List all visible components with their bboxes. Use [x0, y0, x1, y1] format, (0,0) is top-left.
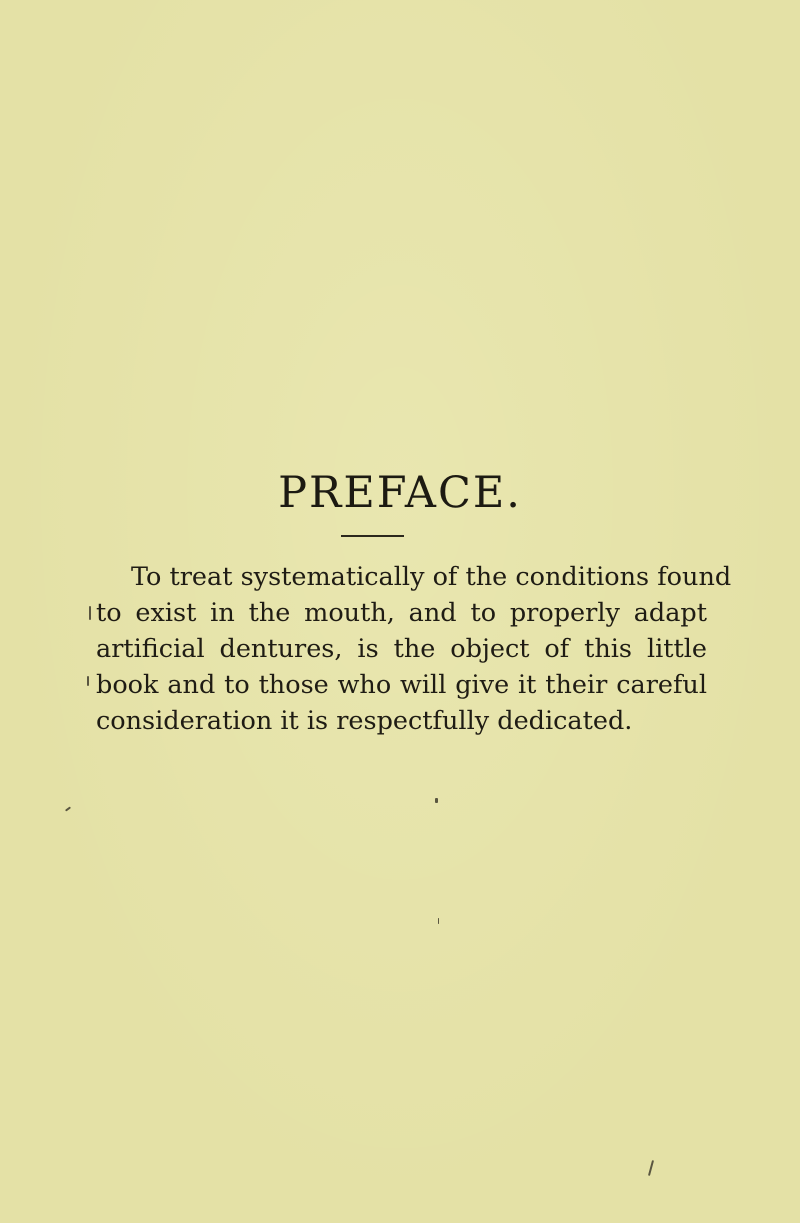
paper-speck — [438, 918, 439, 924]
paper-speck — [87, 676, 89, 686]
paper-speck — [648, 1160, 654, 1176]
paragraph-line: artificial dentures, is the object of this little — [96, 634, 707, 664]
paragraph-line: consideration it is respectfully dedicated. — [96, 706, 633, 736]
paragraph-line: to exist in the mouth, and to properly adapt — [96, 598, 707, 628]
paper-speck — [435, 798, 438, 803]
paper-speck — [65, 806, 71, 811]
page-title: PREFACE. — [278, 468, 522, 518]
title-divider — [341, 535, 404, 537]
paper-speck — [89, 606, 91, 620]
paragraph-line: book and to those who will give it their careful — [96, 670, 707, 700]
paragraph-line: To treat systematically of the conditions found — [131, 562, 732, 592]
